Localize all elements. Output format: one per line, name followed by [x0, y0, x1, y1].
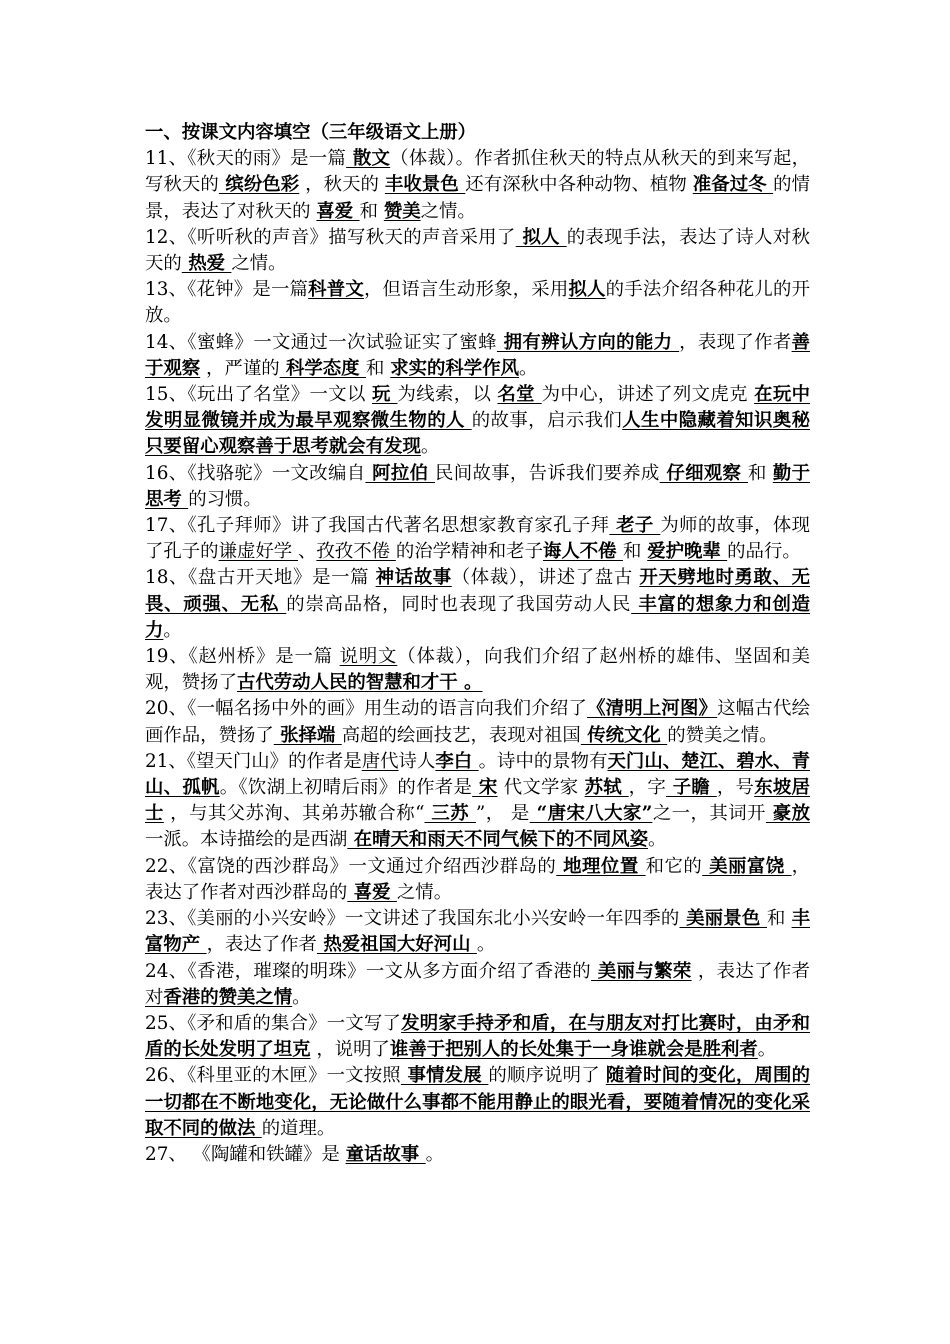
question-text: ，严谨的 — [200, 357, 280, 379]
answer-blank: 豪放 — [765, 803, 810, 825]
question-text: ”， 是 — [475, 803, 530, 825]
question-text: 12、《听听秋的声音》描写秋天的声音采用了 — [145, 226, 516, 248]
question-text: ，表达了作者对西沙群岛的 — [145, 855, 810, 903]
question-text: 和它的 — [645, 855, 703, 877]
answer-blank: 传统文化 — [580, 724, 668, 746]
question-text: 和 — [365, 357, 391, 379]
answer-blank: 《清明上河图》 — [587, 698, 718, 720]
question-text: 27、 《陶罐和铁罐》是 — [145, 1143, 346, 1165]
question-text: ，但语言生动形象，采用 — [363, 279, 569, 301]
answer-blank: 丰富的想象力和创造力 — [145, 593, 811, 641]
question-text: 18、《盘古开天地》是一篇 — [145, 567, 376, 589]
question-text: 诗人 — [398, 750, 436, 772]
question-text: 16、《找骆驼》一文改编自 — [145, 462, 366, 484]
answer-blank: 事情发展 — [400, 1065, 489, 1087]
question-text: 、 — [298, 541, 317, 563]
question-item — [145, 513, 810, 565]
question-text: 和 — [622, 541, 648, 563]
answer-blank: 发明家手持矛和盾，在与朋友对打比赛时，由矛和盾的长处发明了坦克 — [145, 1012, 810, 1061]
question-text: 之情。 — [420, 200, 476, 222]
question-text: 为师的故事，体现了孔子的 — [145, 515, 810, 563]
question-text: 。《饮湖上初晴后雨》的作者是 — [219, 777, 473, 799]
question-item — [145, 1142, 810, 1168]
answer-blank: 准备过冬 — [692, 174, 774, 196]
answer-blank: 童话故事 — [345, 1143, 426, 1165]
question-text: 和 — [766, 908, 792, 930]
question-text: 21、《望天门山》的作者是 — [145, 750, 362, 772]
question-text: 民间故事，告诉我们要养成 — [435, 462, 660, 484]
question-item — [145, 277, 810, 329]
question-item — [145, 225, 810, 277]
question-text: （体裁），向我们介绍了赵州桥的雄伟、坚固和美观，赞扬了 — [145, 646, 810, 694]
question-item — [145, 146, 810, 225]
answer-blank: 神话故事 — [375, 567, 452, 589]
question-text: 还有深秋中各种动物、植物 — [465, 174, 693, 196]
answer-blank: 玩 — [371, 384, 398, 406]
question-text: 的习惯。 — [188, 488, 262, 510]
question-item — [145, 696, 810, 748]
question-item — [145, 330, 810, 382]
answer-blank: 香港的赞美之情 — [163, 986, 293, 1008]
answer-blank: 古代劳动人民的智慧和才干 。 — [236, 672, 483, 694]
answer-blank: 科学态度 — [279, 357, 366, 379]
answer-blank: 丰收景色 — [384, 174, 466, 196]
question-text: （体裁）。作者抓住秋天的特点从秋天的到来写起，写秋天的 — [145, 148, 810, 196]
question-item — [145, 1063, 810, 1142]
question-text: 这幅古代绘画作品，赞扬了 — [145, 698, 810, 746]
question-text: 一派。本诗描绘的是西湖 — [145, 829, 348, 851]
answer-blank: 开天劈地时勇敢、无畏、顽强、无私 — [145, 567, 810, 615]
question-item — [145, 1011, 810, 1063]
question-text: ，表达了作者 — [691, 960, 811, 982]
answer-blank: 缤纷色彩 — [218, 174, 300, 196]
question-text: 的手法介绍各种花儿的开放。 — [145, 279, 810, 327]
answer-blank: 张择端 — [273, 724, 342, 746]
answer-blank: 地理位置 — [556, 855, 646, 877]
answer-blank: 东坡居士 — [145, 777, 810, 825]
answer-blank: 阿拉伯 — [365, 462, 436, 484]
answer-blank: 善于观察 — [145, 331, 810, 379]
question-text: 13、《花钟》是一篇 — [145, 279, 309, 301]
question-text: 高超的绘画技艺，表现对祖国 — [341, 724, 581, 746]
answer-blank: 美丽富饶 — [702, 855, 792, 877]
question-text: 和 — [747, 462, 773, 484]
question-text: ，表达了作者 — [206, 934, 317, 956]
question-item — [145, 854, 810, 906]
question-text: 24、《香港，璀璨的明珠》一文从多方面介绍了香港的 — [145, 960, 592, 982]
answer-blank: 爱护晚辈 — [647, 541, 728, 563]
question-text: ，秋天的 — [299, 174, 385, 196]
question-item — [145, 644, 810, 696]
question-text: 。 — [647, 829, 667, 851]
answer-blank: 随着时间的变化，周围的一切都在不断地变化，无论做什么事都不能用静止的眼光看，要随着情况的变化采取不同的做法 — [145, 1065, 810, 1139]
answer-blank: 谦虚好学 — [218, 541, 298, 563]
answer-blank: 天门山、楚江、碧水、青山、孤帆 — [145, 750, 810, 799]
answer-blank: 宋 — [472, 777, 498, 799]
question-text: 之一，其词开 — [652, 803, 766, 825]
answer-blank: 老子 — [609, 515, 661, 537]
answer-blank: 苏轼 — [584, 777, 629, 799]
question-text: ，说明了 — [310, 1039, 390, 1061]
question-text: 和 — [359, 200, 384, 222]
question-text: 。 — [757, 1039, 777, 1061]
answer-blank: 赞美 — [383, 200, 421, 222]
question-item — [145, 382, 810, 461]
paragraph-list — [145, 146, 810, 1168]
answer-blank: 散文 — [346, 148, 391, 170]
question-text: 为中心，讲述了列文虎克 — [541, 384, 755, 406]
question-text: 代文学家 — [497, 777, 585, 799]
question-text: 。 — [292, 986, 311, 1008]
answer-blank: 诲人不倦 — [542, 541, 623, 563]
question-text: 25、《矛和盾的集合》一文写了 — [145, 1012, 402, 1034]
question-text: 。 — [425, 1143, 444, 1165]
question-text: 15、《玩出了名堂》一文以 — [145, 384, 372, 406]
answer-blank: 热爱祖国大好河山 — [316, 934, 477, 956]
question-text: 17、《孔子拜师》讲了我国古代著名思想家教育家孔子拜 — [145, 515, 610, 537]
answer-blank: 美丽景色 — [679, 908, 767, 930]
question-text: 的表现手法，表达了诗人对秋天的 — [145, 226, 810, 275]
question-text: 。 — [518, 357, 538, 379]
question-text: ，表现了作者 — [679, 331, 792, 353]
question-item — [145, 749, 810, 854]
question-text: 的情景，表达了对秋天的 — [145, 174, 810, 222]
question-text: 的赞美之情。 — [667, 724, 778, 746]
question-text: 19、《赵州桥》是一篇 — [145, 646, 340, 668]
answer-blank: “唐宋八大家” — [529, 803, 653, 825]
answer-blank: 三苏 — [424, 803, 476, 825]
question-text: （体裁），讲述了盘古 — [451, 567, 640, 589]
answer-blank: 喜爱 — [347, 881, 397, 903]
question-text: 的顺序说明了 — [488, 1065, 606, 1087]
question-text: 26、《科里亚的木匣》一文按照 — [145, 1065, 401, 1087]
answer-blank: 说明文 — [339, 646, 398, 668]
question-text: 的治学精神和老子 — [395, 541, 543, 563]
question-text: 14、《蜜蜂》一文通过一次试验证实了蜜蜂 — [145, 331, 497, 353]
question-text: 。诗中的景物有 — [478, 750, 608, 772]
answer-blank: 科普文 — [308, 279, 364, 301]
question-text: 11、《秋天的雨》是一篇 — [145, 148, 347, 170]
answer-blank: 丰富物产 — [145, 908, 810, 956]
document-body — [145, 120, 810, 1168]
answer-blank: 李白 — [435, 750, 479, 772]
question-item — [145, 906, 810, 958]
answer-blank: 拥有辨认方向的能力 — [496, 331, 680, 353]
document-title: 一、按课文内容填空（三年级语文上册） — [145, 122, 477, 143]
answer-blank: 在玩中发明显微镜并成为最早观察微生物的人 — [145, 384, 810, 432]
answer-blank: 求实的科学作风 — [390, 357, 519, 379]
question-text: 的崇高品格，同时也表现了我国劳动人民 — [286, 593, 632, 615]
question-text: 的品行。 — [727, 541, 801, 563]
question-text: 23、《美丽的小兴安岭》一文讲述了我国东北小兴安岭一年四季的 — [145, 908, 680, 930]
answer-blank: 喜爱 — [316, 200, 360, 222]
answer-blank: 名堂 — [497, 384, 542, 406]
answer-blank: 仔细观察 — [659, 462, 748, 484]
question-item — [145, 461, 810, 513]
answer-blank: 子瞻 — [666, 777, 717, 799]
answer-blank: 人生中隐藏着知识奥秘只要留心观察善于思考就会有发现 — [145, 410, 810, 458]
answer-blank: 热爱 — [181, 253, 232, 275]
question-text: 20、《一幅名扬中外的画》用生动的语言向我们介绍了 — [145, 698, 588, 720]
answer-blank: 在晴天和雨天不同气候下的不同风姿 — [347, 829, 648, 851]
question-text: 之情。 — [231, 253, 287, 275]
answer-blank: 孜孜不倦 — [316, 541, 396, 563]
question-item — [145, 959, 810, 1011]
question-text: 的故事，启示我们 — [471, 410, 623, 432]
answer-blank: 勤于思考 — [145, 462, 810, 510]
question-text: 。 — [476, 934, 496, 956]
answer-blank: 拟人 — [568, 279, 606, 301]
answer-blank: 唐代 — [361, 750, 399, 772]
question-text: ，与其父苏洵、其弟苏辙合称“ — [163, 803, 425, 825]
question-item — [145, 565, 810, 644]
question-text: 22、《富饶的西沙群岛》一文通过介绍西沙群岛的 — [145, 855, 557, 877]
question-text: ，号 — [716, 777, 755, 799]
answer-blank: 美丽与繁荣 — [591, 960, 692, 982]
answer-blank: 对 — [145, 986, 164, 1008]
question-text: 之情。 — [396, 881, 453, 903]
question-text: ，字 — [628, 777, 667, 799]
answer-blank: 拟人 — [515, 226, 567, 248]
question-text: 的道理。 — [261, 1117, 336, 1139]
question-text: 。 — [163, 619, 182, 641]
question-text: 。 — [420, 436, 440, 458]
answer-blank: 谁善于把别人的长处集于一身谁就会是胜利者 — [389, 1039, 758, 1061]
question-text: 为线索，以 — [397, 384, 498, 406]
